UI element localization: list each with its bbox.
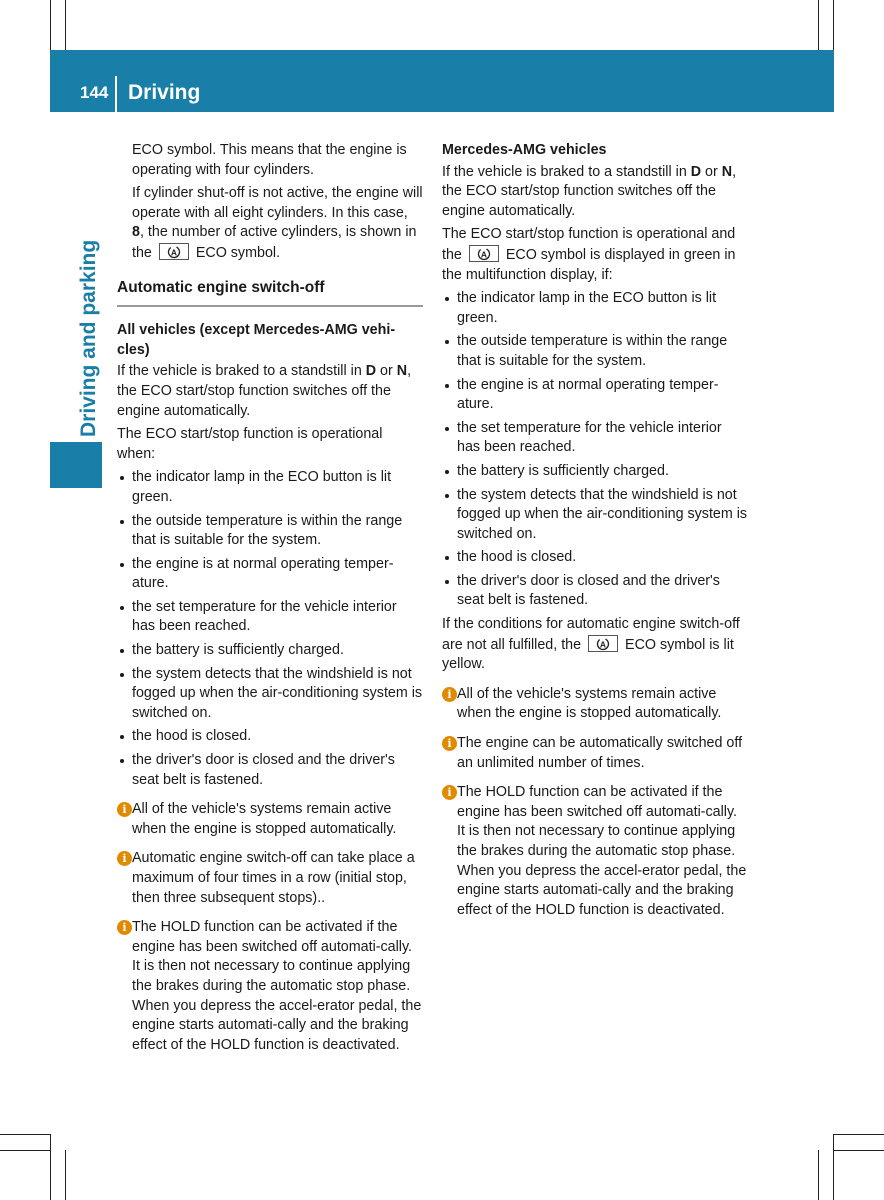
info-icon: i bbox=[117, 802, 132, 817]
eco-start-stop-icon bbox=[469, 245, 499, 262]
condition-list bbox=[442, 289, 748, 611]
paragraph: The ECO start/stop function is operational and the A ECO symbol is displayed in green in the multifunction display, if: bbox=[442, 226, 736, 283]
crop-mark bbox=[50, 1134, 51, 1200]
crop-mark bbox=[834, 1150, 884, 1151]
list-item: the outside temperature is within the range that is suitable for the system. bbox=[442, 332, 748, 371]
list-item: the set temperature for the vehicle interior has been reached. bbox=[442, 419, 748, 458]
info-icon: i bbox=[442, 687, 457, 702]
subheading: Mercedes-AMG vehicles bbox=[442, 142, 607, 158]
list-item: the hood is closed. bbox=[117, 727, 423, 747]
info-icon: i bbox=[442, 785, 457, 800]
list-item: the hood is closed. bbox=[442, 548, 748, 568]
page-number: 144 bbox=[80, 83, 109, 102]
list-item: the engine is at normal operating temper-ature. bbox=[442, 376, 748, 415]
side-tab-label: Driving and parking bbox=[77, 239, 100, 437]
crop-mark bbox=[65, 1150, 66, 1200]
list-item: the system detects that the windshield is not fogged up when the air-conditioning system is switched on. bbox=[442, 486, 748, 545]
info-note: i The HOLD function can be activated if the engine has been switched off automati-cally. It is then not necessary to continue applying the brakes during the automatic stop phase. When you depress the accel-erator pedal, the engine starts automati-cally and the braking effect of the HOLD function is deactivated. bbox=[442, 783, 748, 920]
list-item: the system detects that the windshield is not fogged up when the air-conditioning system is switched on. bbox=[117, 665, 423, 724]
crop-mark bbox=[50, 0, 51, 50]
info-icon: i bbox=[442, 736, 457, 751]
info-icon: i bbox=[117, 851, 132, 866]
crop-mark bbox=[0, 1134, 50, 1135]
list-item: the driver's door is closed and the driver's seat belt is fastened. bbox=[442, 572, 748, 611]
list-item: the set temperature for the vehicle interior has been reached. bbox=[117, 598, 423, 637]
list-item: the battery is sufficiently charged. bbox=[117, 641, 423, 661]
crop-mark bbox=[833, 1134, 834, 1200]
crop-mark bbox=[818, 1150, 819, 1200]
paragraph: If the conditions for automatic engine switch-off are not all fulfilled, the A ECO symbol is lit yellow. bbox=[442, 616, 740, 673]
list-item: the driver's door is closed and the driver's seat belt is fastened. bbox=[117, 751, 423, 790]
paragraph: If the vehicle is braked to a standstill in D or N, the ECO start/stop function switches off the engine automatically. bbox=[117, 363, 412, 419]
right-column bbox=[442, 141, 748, 930]
header-separator bbox=[115, 76, 117, 112]
subheading: All vehicles (except Mercedes-AMG vehi-cles) bbox=[117, 322, 396, 358]
info-note: i All of the vehicle's systems remain active when the engine is stopped automatically. bbox=[117, 800, 423, 839]
svg-text:A: A bbox=[170, 247, 177, 258]
section-title: Driving bbox=[128, 81, 201, 104]
list-item: the indicator lamp in the ECO button is lit green. bbox=[117, 468, 423, 507]
crop-mark bbox=[65, 0, 66, 50]
left-column bbox=[117, 141, 423, 1065]
cylinder-paragraph: If cylinder shut-off is not active, the engine will operate with all eight cylinders. In this case, 8, the number of active cylinders, is shown in the A ECO symbol. bbox=[132, 185, 423, 261]
svg-text:A: A bbox=[480, 249, 487, 260]
crop-mark bbox=[834, 1134, 884, 1135]
crop-mark bbox=[833, 0, 834, 50]
list-item: the indicator lamp in the ECO button is lit green. bbox=[442, 289, 748, 328]
paragraph: The ECO start/stop function is operational when: bbox=[117, 426, 383, 462]
eco-start-stop-icon bbox=[159, 243, 189, 260]
eco-start-stop-icon bbox=[588, 635, 618, 652]
crop-mark bbox=[0, 1150, 50, 1151]
info-note: i The engine can be automatically switched off an unlimited number of times. bbox=[442, 734, 748, 773]
side-tab-block bbox=[50, 442, 102, 488]
svg-text:A: A bbox=[599, 638, 607, 649]
info-note: i All of the vehicle's systems remain active when the engine is stopped automatically. bbox=[442, 685, 748, 724]
info-note: i The HOLD function can be activated if the engine has been switched off automati-cally. It is then not necessary to continue applying the brakes during the automatic stop phase. When you depress the accel-erator pedal, the engine starts automati-cally and the braking effect of the HOLD function is deactivated. bbox=[117, 918, 423, 1055]
paragraph: If the vehicle is braked to a standstill in D or N, the ECO start/stop function switches off the engine automatically. bbox=[442, 163, 737, 219]
list-item: the battery is sufficiently charged. bbox=[442, 462, 748, 482]
crop-mark bbox=[818, 0, 819, 50]
condition-list bbox=[117, 468, 423, 790]
intro-paragraph: ECO symbol. This means that the engine is operating with four cylinders. bbox=[132, 142, 407, 178]
section-heading: Automatic engine switch-off bbox=[117, 278, 423, 308]
info-note: i Automatic engine switch-off can take place a maximum of four times in a row (initial stop, then three subsequent stops).. bbox=[117, 849, 423, 908]
list-item: the outside temperature is within the range that is suitable for the system. bbox=[117, 512, 423, 551]
list-item: the engine is at normal operating temper-ature. bbox=[117, 555, 423, 594]
info-icon: i bbox=[117, 920, 132, 935]
